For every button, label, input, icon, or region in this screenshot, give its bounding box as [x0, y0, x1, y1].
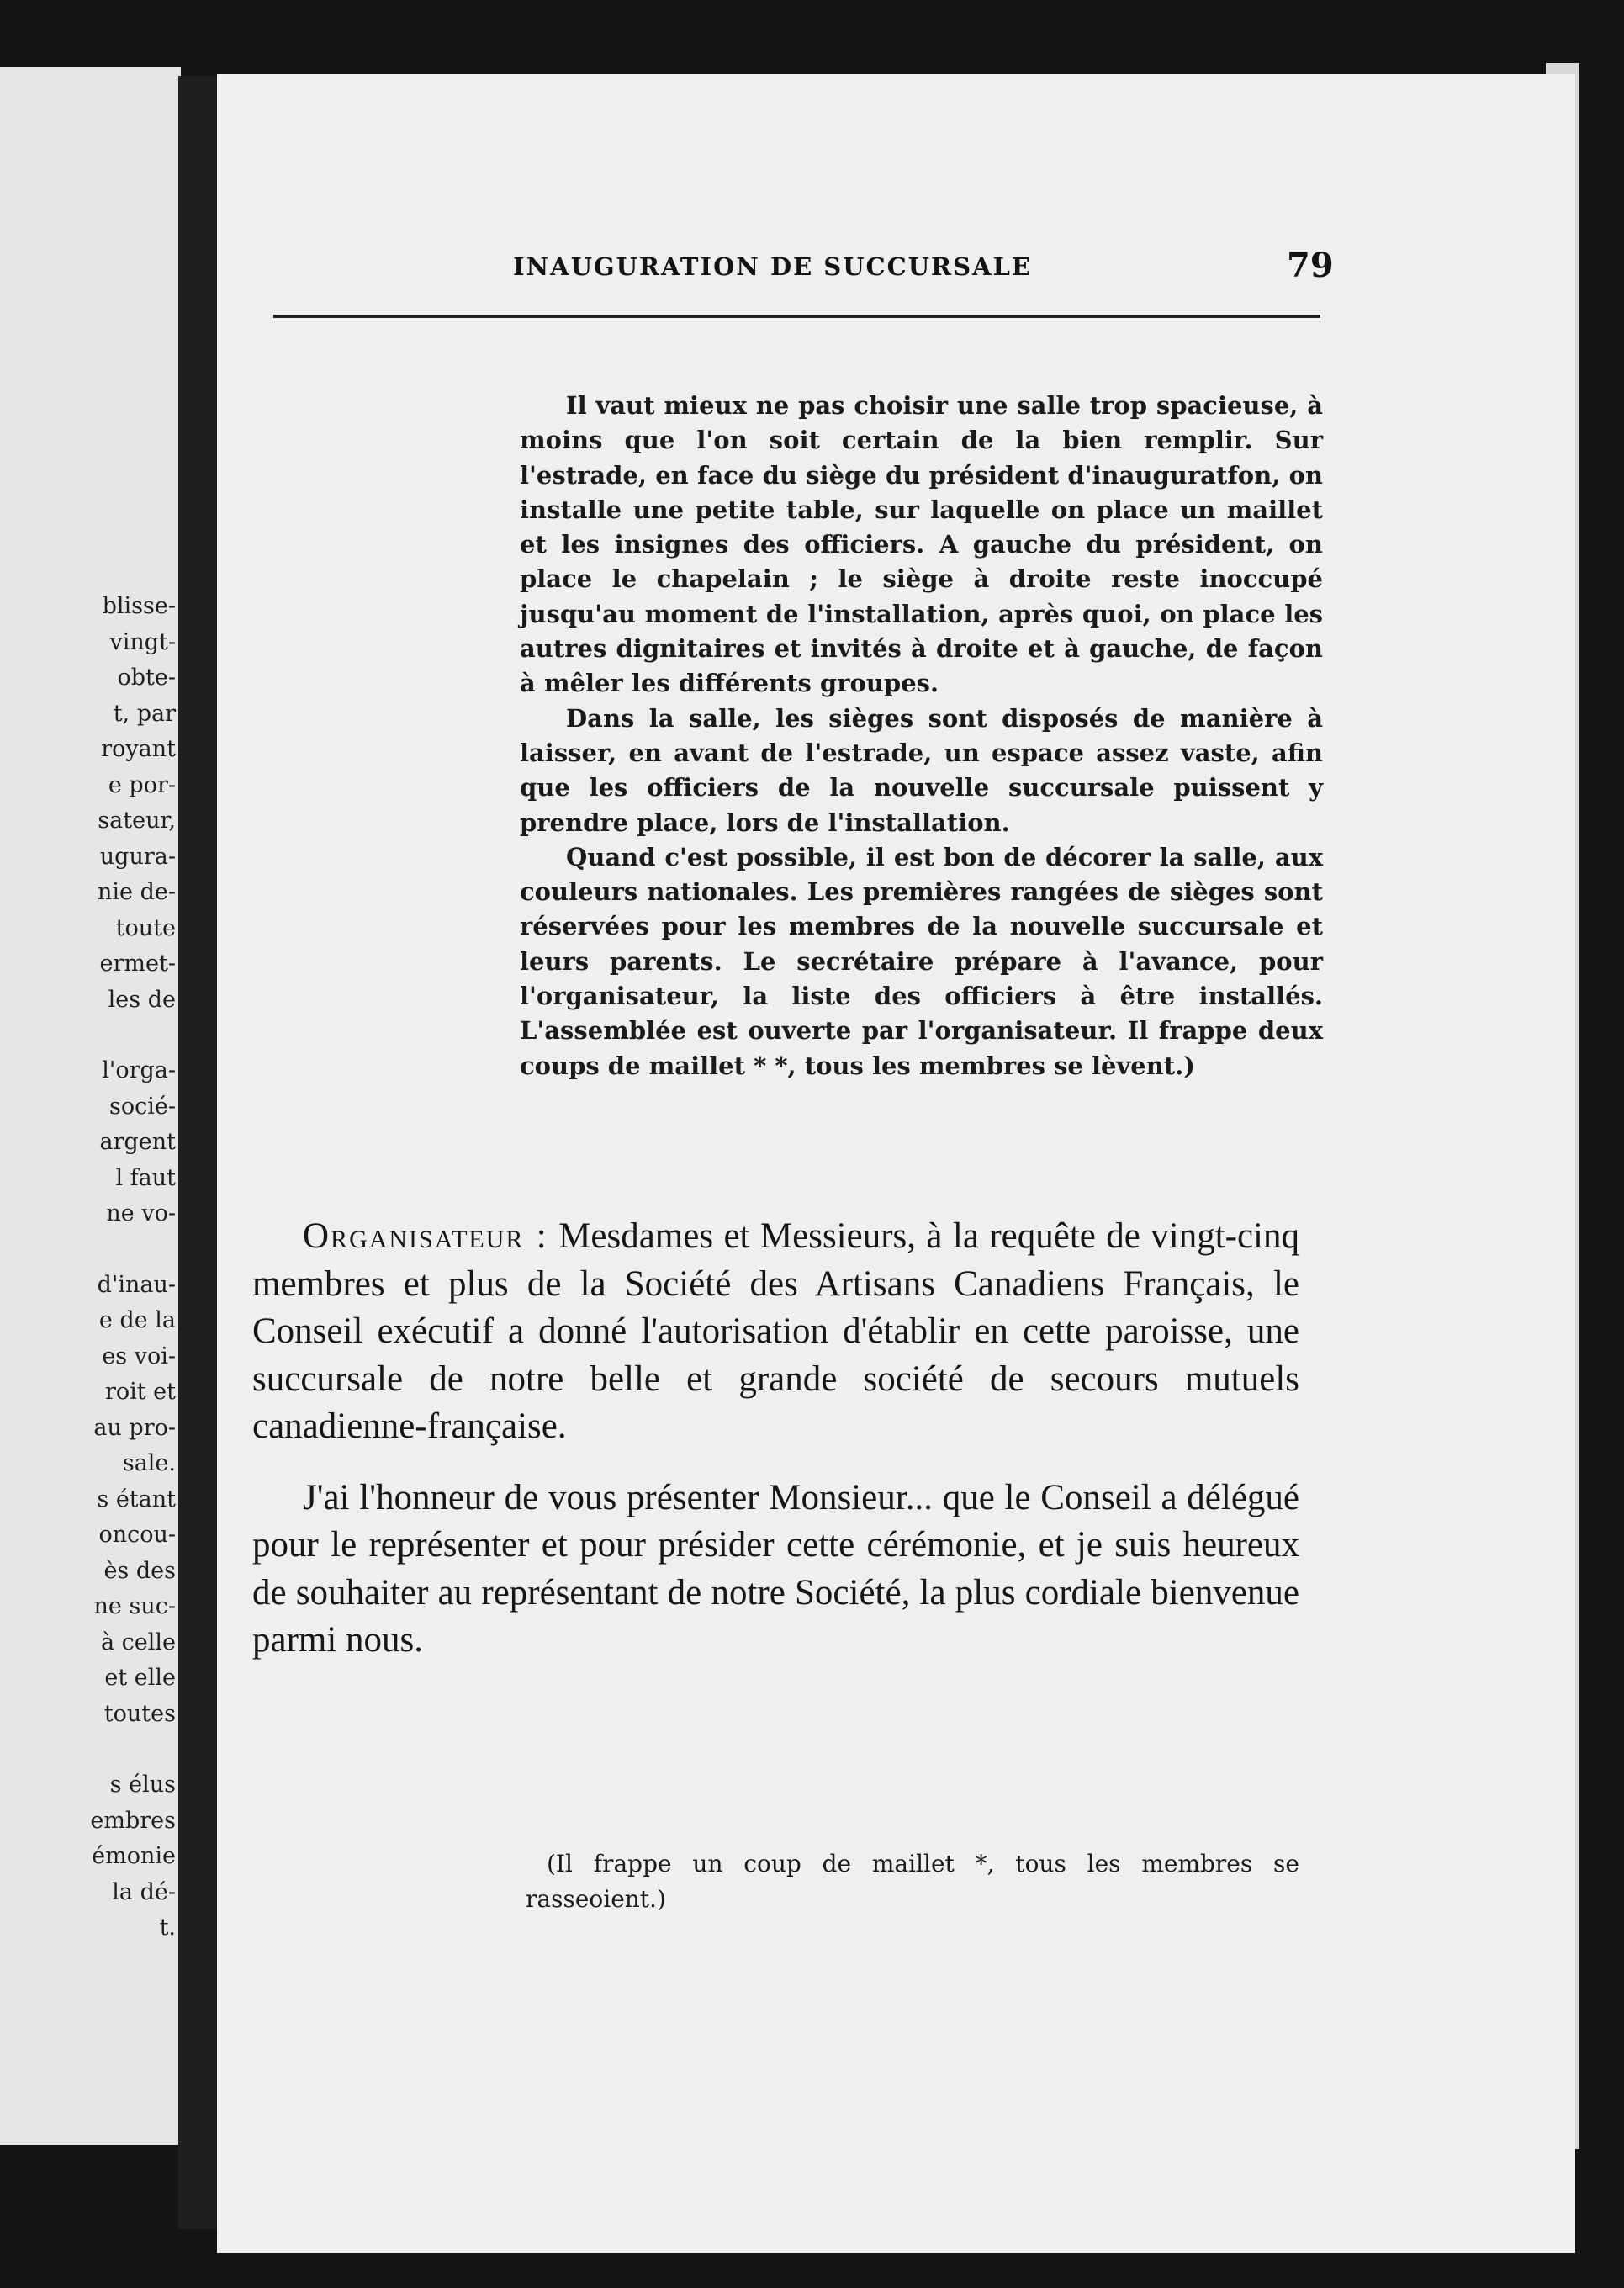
rubric-paragraph: Il vaut mieux ne pas choisir une salle trop spacieuse, à moins que l'on soit certain de la bien remplir. Sur l'estrade, en face du siège du président d'inauguratfon, on installe une petite table, sur laquelle on place un maillet et les insignes des officiers. A gauche du président, on place le chapelain ; le siège à droite reste inoccupé jusqu'au moment de l'installation, après quoi, on place les autres dignitaires et invités à droite et à gauche, de façon à mêler les différents groupes. [520, 391, 1323, 698]
page-number: 79 [1287, 246, 1334, 285]
rubric-instructions [520, 389, 1323, 1083]
facing-page-line: obte- [117, 665, 176, 691]
facing-page-line: es voi- [102, 1343, 176, 1369]
facing-page-line: e por- [108, 771, 176, 798]
facing-page-line: socié- [109, 1093, 176, 1120]
facing-page-line: t, par [113, 700, 176, 727]
facing-page-line: s étant [97, 1486, 176, 1512]
facing-page-line: émonie [92, 1843, 176, 1869]
stage-direction-text: (Il frappe un coup de maillet *, tous les membres se rasseoient.) [526, 1850, 1299, 1913]
binding-gutter [178, 76, 219, 2229]
facing-page-line: royant [101, 736, 176, 762]
facing-page-line: ès des [103, 1557, 176, 1584]
rubric-paragraph: Dans la salle, les sièges sont disposés de manière à laisser, en avant de l'estrade, un espace assez vaste, afin que les officiers de la nouvelle succursale puissent y prendre place, lors de l'installation. [520, 703, 1323, 837]
facing-page-line: ne vo- [106, 1200, 176, 1226]
facing-page-line: et elle [104, 1665, 176, 1691]
stage-direction [526, 1846, 1299, 1917]
facing-page-line: l faut [115, 1164, 176, 1191]
facing-page [0, 67, 181, 2145]
speaker-label: Organisateur : [303, 1216, 548, 1256]
facing-page-line: blisse- [102, 593, 176, 619]
facing-page-line [90, 1232, 176, 1268]
facing-page-line: t. [159, 1915, 176, 1941]
facing-page-line: ugura- [99, 843, 176, 870]
facing-page-line: d'inau- [97, 1271, 176, 1298]
facing-page-line: les de [108, 986, 176, 1013]
running-head: INAUGURATION DE SUCCURSALE [513, 252, 1033, 281]
speech-text: Mesdames et Messieurs, à la requête de vingt-cinq membres et plus de la Société des Artisans Canadiens Français, le Conseil exécutif a donné l'autorisation d'établir en cette paroisse, une succursale de notre belle et grande société de secours mutuels canadienne-française. [252, 1216, 1299, 1446]
facing-page-line: roit et [104, 1379, 176, 1405]
facing-page-line: oncou- [98, 1522, 176, 1548]
facing-page-line: embres [90, 1807, 176, 1834]
facing-page-line: s élus [109, 1772, 176, 1798]
facing-page-line: la dé- [112, 1878, 176, 1905]
facing-page-line: ermet- [99, 951, 176, 977]
facing-page-line: sale. [122, 1450, 176, 1476]
facing-page-line: à celle [100, 1629, 176, 1655]
facing-page-line: vingt- [109, 628, 176, 655]
speech-paragraph: J'ai l'honneur de vous présenter Monsieur... que le Conseil a délégué pour le représenter et pour présider cette cérémonie, et je suis heureux de souhaiter au représentant de notre Société, la plus cordiale bienvenue parmi nous. [252, 1477, 1299, 1660]
rubric-paragraph: Quand c'est possible, il est bon de décorer la salle, aux couleurs nationales. Les premières rangées de sièges sont réservées pour les membres de la nouvelle succursale et leurs parents. Le secrétaire prépare à l'avance, pour l'organisateur, la liste des officiers à être installés. L'assemblée est ouverte par l'organisateur. Il frappe deux coups de maillet * *, tous les membres se lèvent.) [520, 842, 1323, 1080]
facing-page-line: argent [99, 1129, 176, 1155]
facing-page-line: ne suc- [93, 1593, 176, 1619]
facing-page-line: toute [115, 914, 176, 941]
header-rule [273, 315, 1320, 318]
speech-paragraph [252, 1213, 1299, 1451]
facing-page-line: au pro- [93, 1414, 176, 1441]
organizer-speech [252, 1213, 1299, 1665]
facing-page-line: l'orga- [102, 1057, 176, 1083]
facing-page-line [90, 1018, 176, 1053]
facing-page-line: nie de- [98, 879, 176, 905]
facing-page-text [90, 589, 176, 1946]
facing-page-line: e de la [98, 1307, 176, 1333]
facing-page-line: sateur, [98, 808, 176, 834]
facing-page-line [90, 1732, 176, 1767]
facing-page-line: toutes [103, 1700, 176, 1727]
